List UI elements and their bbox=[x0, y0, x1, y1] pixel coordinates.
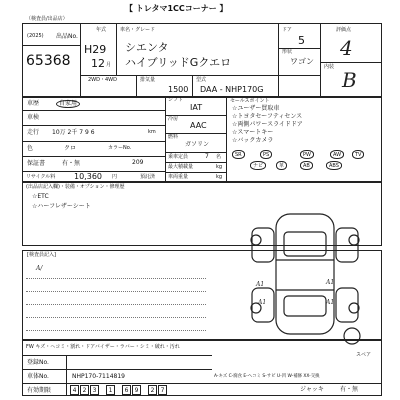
body-label: 形状 bbox=[282, 49, 293, 55]
capacity-unit: 名 bbox=[216, 154, 222, 160]
damage-mark: A1 bbox=[326, 299, 335, 306]
year-value: H29 bbox=[84, 43, 107, 56]
model-label: 型式 bbox=[196, 77, 207, 83]
body-value: ワゴン bbox=[290, 57, 314, 66]
interior-value: B bbox=[342, 68, 357, 92]
digit-cell: 4 bbox=[70, 385, 79, 395]
digit-cell: 3 bbox=[90, 385, 99, 395]
reg-label: 登録No. bbox=[27, 359, 49, 366]
score-label: 評価点 bbox=[336, 27, 352, 33]
note-item: ☆ハーフレザーシート bbox=[32, 203, 91, 210]
damage-mark: A1 bbox=[256, 281, 265, 288]
inspector-note: A/ bbox=[36, 265, 43, 272]
capacity-value: 7 bbox=[205, 153, 209, 160]
option-badge: AW bbox=[330, 150, 344, 159]
lot-label: 出品No. bbox=[56, 33, 78, 40]
interior-label: 内装 bbox=[324, 64, 335, 70]
load-unit: kg bbox=[216, 164, 223, 170]
damage-mark: A1 bbox=[258, 299, 267, 306]
drive-label: 2WD・4WD bbox=[88, 77, 117, 83]
car-name: シエンタ bbox=[125, 41, 169, 54]
sales-item: ☆バックカメラ bbox=[232, 137, 274, 144]
regist-label: 車歴 bbox=[27, 100, 40, 107]
exhibit-label: （検査員/出品店） bbox=[26, 16, 68, 22]
sheet-title: 【 トレタマ1CCコーナー 】 bbox=[125, 4, 228, 13]
load-label: 最大積載量 bbox=[168, 164, 194, 170]
car-diagram bbox=[238, 200, 370, 350]
option-badge: 革 bbox=[276, 161, 287, 170]
sales-item: ☆ユーザー買取車 bbox=[232, 105, 280, 112]
option-badge: ナビ bbox=[250, 161, 266, 170]
mileage-unit: km bbox=[148, 129, 156, 135]
notes-label: (出品店記入欄)・装備・オプション・修理歴 bbox=[26, 184, 125, 190]
digit-cell: 9 bbox=[132, 385, 141, 395]
damage-mark: A1 bbox=[326, 279, 335, 286]
sales-item: ☆トヨタセーフティセンス bbox=[232, 113, 303, 120]
sales-label: セールスポイント bbox=[230, 98, 270, 104]
digit-cell: 6 bbox=[122, 385, 131, 395]
chassis-label: 車体No. bbox=[27, 373, 49, 380]
month-suffix: 月 bbox=[106, 62, 112, 68]
fuel-value: ガソリン bbox=[185, 141, 210, 148]
damage-legend: A-キズ C-腐食 E-ヘコミ S-サビ U-凹 W-補修 XX-交換 bbox=[214, 374, 320, 379]
option-badge: TV bbox=[352, 150, 364, 159]
warranty-value: 有・無 bbox=[62, 160, 81, 167]
doors-value: 5 bbox=[298, 34, 305, 47]
option-badge: PW bbox=[300, 150, 314, 159]
warranty-label: 保証書 bbox=[27, 160, 46, 167]
check-label: 車検 bbox=[27, 114, 40, 121]
model-value: DAA - NHP170G bbox=[200, 85, 264, 94]
shift-value: IAT bbox=[190, 103, 203, 112]
score-value: 4 bbox=[340, 36, 353, 60]
displacement-value: 1500 bbox=[168, 85, 189, 94]
tool-value: 有・無 bbox=[340, 386, 359, 393]
tool-label: ジャッキ bbox=[300, 386, 324, 393]
chassis-value: NHP170-7114819 bbox=[72, 373, 125, 380]
spare-label: スペア bbox=[356, 352, 372, 358]
recycle-value: 10,360 bbox=[74, 172, 102, 181]
lot-prefix: (2025) bbox=[27, 33, 44, 39]
color-no-label: カラーNo. bbox=[108, 145, 132, 151]
mileage-value: 10万 2千 7 9 6 bbox=[52, 129, 95, 136]
shift-label: シフト bbox=[168, 97, 184, 103]
car-label: 車名・グレード bbox=[120, 27, 156, 33]
color-label: 色 bbox=[27, 145, 34, 152]
doors-label: ドア bbox=[282, 27, 292, 33]
option-badge: AB bbox=[300, 161, 313, 170]
color-value: クロ bbox=[64, 145, 77, 152]
ac-value: AAC bbox=[190, 121, 207, 130]
option-badge: SR bbox=[232, 150, 245, 159]
expiry-label: 有効期限 bbox=[27, 387, 52, 394]
digit-cell: 2 bbox=[80, 385, 89, 395]
sales-item: ☆両側パワースライドドア bbox=[232, 121, 303, 128]
year-label: 年式 bbox=[96, 27, 107, 33]
regist-value: 自家用 bbox=[56, 100, 80, 108]
weight-unit: kg bbox=[216, 174, 223, 180]
recycle-label: リサイクル料 bbox=[26, 174, 56, 180]
digit-cell: 1 bbox=[106, 385, 115, 395]
grade-value: ハイブリッドGクエロ bbox=[125, 56, 232, 69]
option-badge: ABS bbox=[326, 161, 342, 170]
lot-number: 65368 bbox=[26, 53, 71, 69]
recycle-unit: 円 bbox=[112, 174, 118, 180]
color-no-value: 209 bbox=[132, 159, 144, 166]
ac-label: 冷房 bbox=[168, 116, 179, 122]
flags-label: FW キズ・ヘコミ・割れ・ドアバイザー・ラバー・シミ・破れ・汚れ bbox=[26, 344, 180, 350]
sales-item: ☆スマートキー bbox=[232, 129, 274, 136]
note-item: ☆ETC bbox=[32, 193, 49, 200]
digit-cell: 7 bbox=[158, 385, 167, 395]
mileage-label: 走行 bbox=[27, 129, 40, 136]
option-badge: PS bbox=[260, 150, 272, 159]
weight-label: 車両重量 bbox=[168, 174, 189, 180]
recycle-status: 預託済 bbox=[140, 174, 156, 180]
displacement-label: 排気量 bbox=[140, 77, 156, 83]
capacity-label: 乗車定員 bbox=[168, 154, 189, 160]
digit-cell: 2 bbox=[148, 385, 157, 395]
month-value: 12 bbox=[91, 57, 105, 70]
fuel-label: 燃料 bbox=[168, 134, 179, 140]
inspector-label: [検査員記入] bbox=[27, 252, 56, 258]
